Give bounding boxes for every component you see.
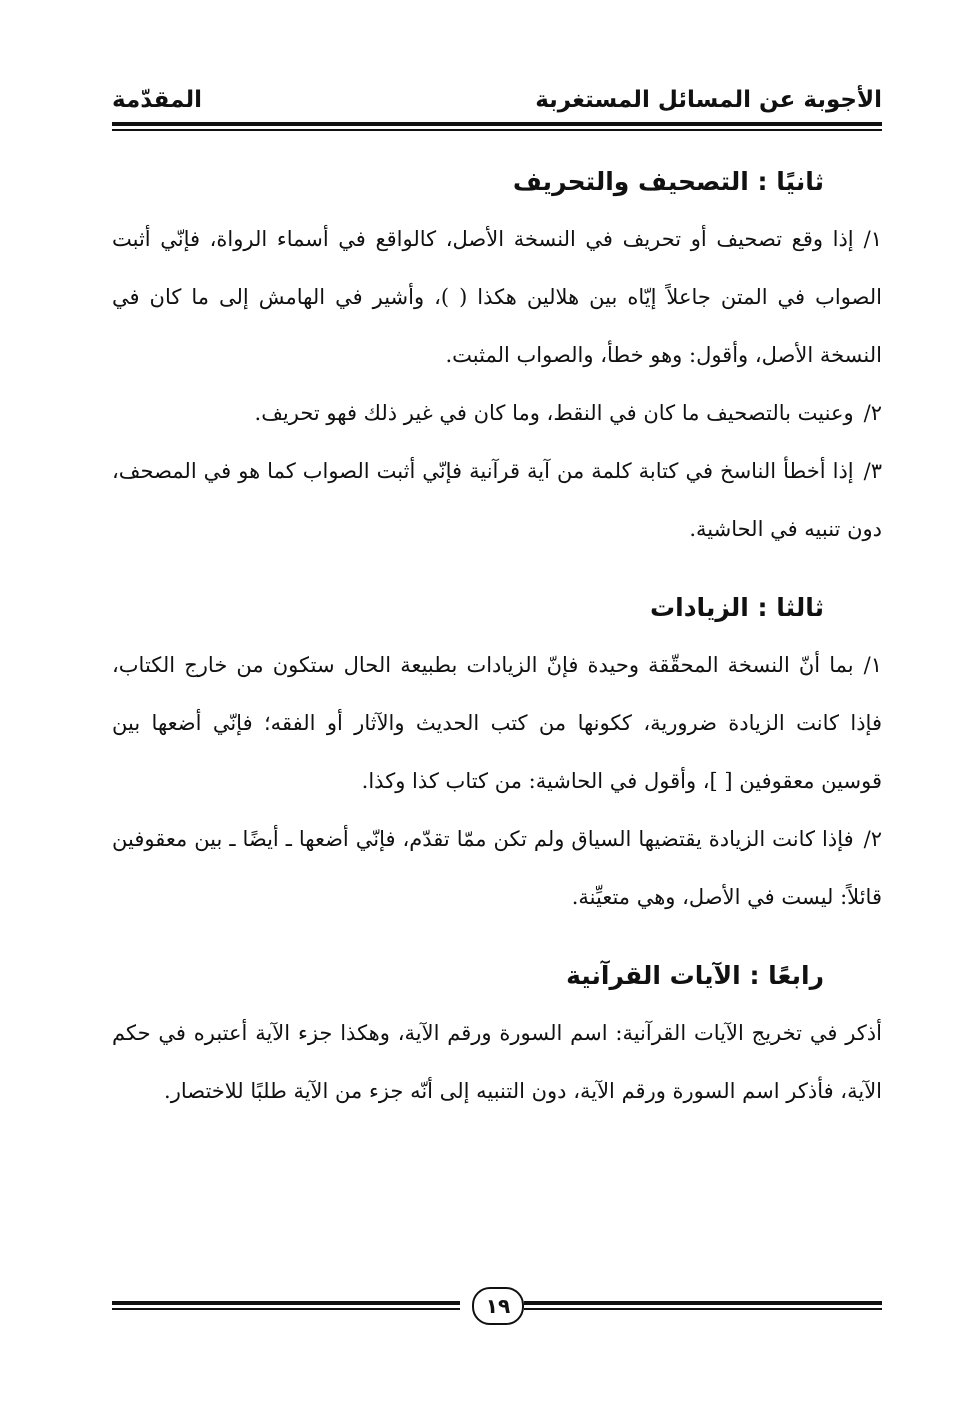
paragraph-text: إذا أخطأ الناسخ في كتابة كلمة من آية قرآنية فإنّي أثبت الصواب كما هو في المصحف، دون تنبيه في الحاشية. (112, 459, 882, 541)
paragraph-number: ٣/ (863, 459, 882, 483)
paragraph-number: ٢/ (863, 827, 882, 851)
header-book-title: الأجوبة عن المسائل المستغربة (535, 87, 882, 113)
header-section-title: المقدّمة (112, 87, 202, 113)
section-heading: ثانيًا : التصحيف والتحريف (512, 167, 824, 196)
paragraph-number: ٢/ (863, 401, 882, 425)
footer-rule (112, 1308, 460, 1310)
section-heading: رابعًا : الآيات القرآنية (566, 961, 824, 990)
paragraph-text: أذكر في تخريج الآيات القرآنية: اسم السورة ورقم الآية، وهكذا جزء الآية أعتبره في حكم الآية، فأذكر اسم السورة ورقم الآية، دون التنبيه إلى أنّه جزء من الآية طلبًا للاختصار. (112, 1021, 882, 1103)
paragraph-number: ١/ (863, 227, 882, 251)
paragraph-text: وعنيت بالتصحيف ما كان في النقط، وما كان في غير ذلك فهو تحريف. (254, 401, 854, 425)
paragraph-text: بما أنّ النسخة المحقّقة وحيدة فإنّ الزيادات بطبيعة الحال ستكون من خارج الكتاب، فإذا كانت الزيادة ضرورية، ككونها من كتب الحديث والآثار أو الفقه؛ فإنّي أضعها بين قوسين معقوفين [ ]، وأقول في الحاشية: من كتاب كذا وكذا. (112, 653, 882, 793)
page-number: ١٩ (472, 1287, 524, 1325)
paragraph-number: ١/ (863, 653, 882, 677)
footer-rule (524, 1301, 882, 1305)
running-header (112, 82, 882, 118)
paragraph-text: فإذا كانت الزيادة يقتضيها السياق ولم تكن ممّا تقدّم، فإنّي أضعها ـ أيضًا ـ بين معقوفين قائلاً: ليست في الأصل، وهي متعيِّنة. (112, 827, 882, 909)
main-content (112, 150, 882, 1120)
page-footer (112, 1287, 882, 1327)
numbered-paragraph (112, 442, 882, 558)
header-rule (112, 122, 882, 131)
numbered-paragraph (112, 636, 882, 810)
footer-rule (112, 1301, 460, 1305)
numbered-paragraph (112, 384, 882, 442)
numbered-paragraph (112, 810, 882, 926)
numbered-paragraph (112, 210, 882, 384)
section-heading: ثالثا : الزيادات (650, 593, 824, 622)
paragraph (112, 1004, 882, 1120)
paragraph-text: إذا وقع تصحيف أو تحريف في النسخة الأصل، كالواقع في أسماء الرواة، فإنّي أثبت الصواب في المتن جاعلاً إيّاه بين هلالين هكذا ( )، وأشير في الهامش إلى ما كان في النسخة الأصل، وأقول: وهو خطأ، والصواب المثبت. (112, 227, 882, 367)
footer-rule (524, 1308, 882, 1310)
